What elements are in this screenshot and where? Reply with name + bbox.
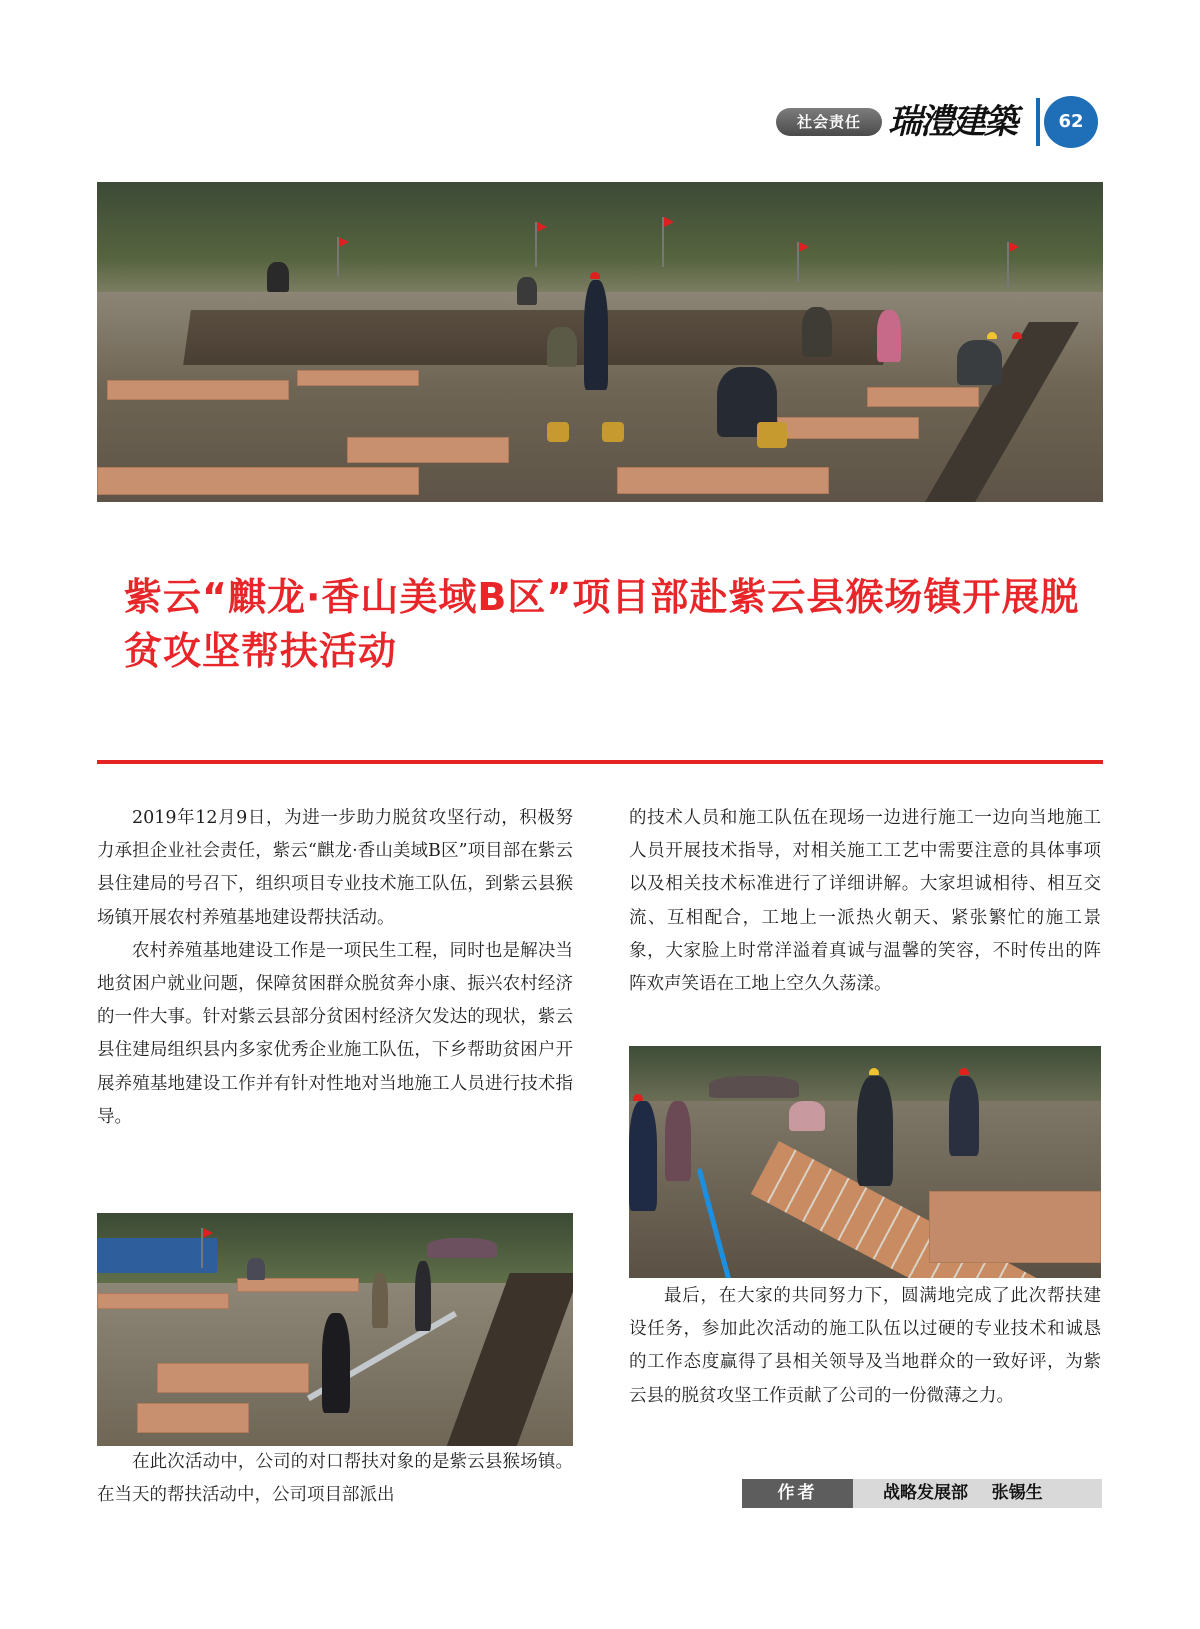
- photo-construction-site-main: [97, 182, 1103, 502]
- title-rule: [97, 760, 1103, 764]
- body-column-left: [97, 802, 573, 1134]
- paragraph-4: 最后，在大家的共同努力下，圆满地完成了此次帮扶建设任务，参加此次活动的施工队伍以过硬的专业技术和诚恳的工作态度赢得了县相关领导及当地群众的一致好评，为紫云县的脱贫攻坚工作贡献了公司的一份微薄之力。: [629, 1286, 1101, 1406]
- magazine-logo: 瑞澧建築: [888, 102, 1016, 142]
- page-number: 62: [1044, 96, 1098, 148]
- author-name: 战略发展部 张锡生: [853, 1479, 1102, 1508]
- paragraph-3-part-2: 的技术人员和施工队伍在现场一边进行施工一边向当地施工人员开展技术指导，对相关施工工艺中需要注意的具体事项以及相关技术标准进行了详细讲解。大家坦诚相待、相互交流、互相配合，工地上一派热火朝天、紧张繁忙的施工景象，大家脸上时常洋溢着真诚与温馨的笑容，不时传出的阵阵欢声笑语在工地上空久久荡漾。: [629, 808, 1101, 995]
- paragraph-1: 2019年12月9日，为进一步助力脱贫攻坚行动，积极努力承担企业社会责任，紫云“麒龙·香山美域B区”项目部在紫云县住建局的号召下，组织项目专业技术施工队伍，到紫云县猴场镇开展农村养殖基地建设帮扶活动。: [97, 808, 573, 928]
- body-column-left-continued: [97, 1446, 573, 1512]
- photo-brick-wall-construction: [629, 1046, 1101, 1278]
- photo-construction-site-trench: [97, 1213, 573, 1446]
- author-bar: [742, 1479, 1102, 1508]
- page-header: [776, 96, 1106, 148]
- author-label: 作者: [742, 1479, 853, 1508]
- section-label: 社会责任: [776, 108, 882, 136]
- paragraph-2: 农村养殖基地建设工作是一项民生工程，同时也是解决当地贫困户就业问题，保障贫困群众脱贫奔小康、振兴农村经济的一件大事。针对紫云县部分贫困村经济欠发达的现状，紫云县住建局组织县内多家优秀企业施工队伍，下乡帮助贫困户开展养殖基地建设工作并有针对性地对当地施工人员进行技术指导。: [97, 940, 573, 1127]
- header-divider: [1036, 98, 1040, 146]
- article-title: 紫云“麒龙·香山美域B区”项目部赴紫云县猴场镇开展脱贫攻坚帮扶活动: [124, 575, 1080, 673]
- paragraph-3-part-1: 在此次活动中，公司的对口帮扶对象的是紫云县猴场镇。在当天的帮扶活动中，公司项目部派出: [97, 1452, 573, 1506]
- body-column-right: [629, 802, 1101, 1001]
- body-column-right-continued: [629, 1280, 1101, 1413]
